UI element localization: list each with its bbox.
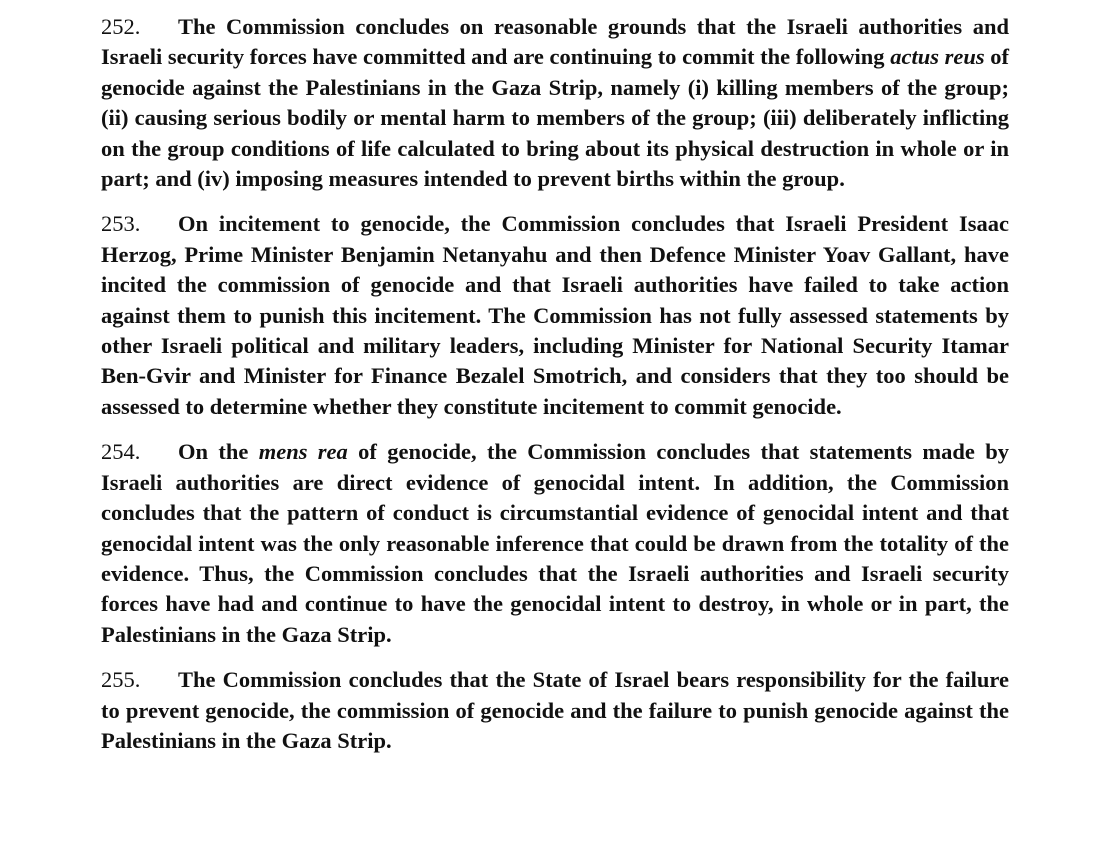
paragraph-number: 255. [101,667,141,693]
paragraph-text: The Commission concludes on reasonable grounds that the Israeli authorities and Israeli security forces have committed and are continuing to commit the following [101,14,1009,70]
paragraph-italic-term: mens rea [258,439,348,465]
document-page [101,12,1009,771]
paragraph-italic-term: actus reus [890,44,985,70]
paragraph-number: 253. [101,211,141,237]
paragraph-text: On the [178,439,259,465]
paragraph-253 [101,209,1009,422]
paragraph-254 [101,437,1009,650]
paragraph-text: of genocide, the Commission concludes that statements made by Israeli authorities are direct evidence of genocidal intent. In addition, the Commission concludes that the pattern of conduct is circumstantial evidence of genocidal intent and that genocidal intent was the only reasonable inference that could be drawn from the totality of the evidence. Thus, the Commission concludes that the Israeli authorities and Israeli security forces have had and continue to have the genocidal intent to destroy, in whole or in part, the Palestinians in the Gaza Strip. [101,439,1010,647]
paragraph-number: 252. [101,14,141,39]
paragraph-number: 254. [101,439,141,465]
paragraph-text: The Commission concludes that the State of Israel bears responsibility for the failure to prevent genocide, the commission of genocide and the failure to punish genocide against the Palestinians in the Gaza Strip. [101,667,1009,753]
paragraph-text: of genocide against the Palestinians in the Gaza Strip, namely (i) killing members of the group; (ii) causing serious bodily or mental harm to members of the group; (iii) deliberately inflicting on the group conditions of life calculated to bring about its physical destruction in whole or in part; and (iv) imposing measures intended to prevent births within the group. [101,44,1009,192]
paragraph-252 [101,12,1009,194]
paragraph-text: On incitement to genocide, the Commission concludes that Israeli President Isaac Herzog, Prime Minister Benjamin Netanyahu and then Defence Minister Yoav Gallant, have incited the commission of genocide and that Israeli authorities have failed to take action against them to punish this incitement. The Commission has not fully assessed statements by other Israeli political and military leaders, including Minister for National Security Itamar Ben-Gvir and Minister for Finance Bezalel Smotrich, and considers that they too should be assessed to determine whether they constitute incitement to commit genocide. [101,211,1009,419]
paragraph-255 [101,665,1009,756]
